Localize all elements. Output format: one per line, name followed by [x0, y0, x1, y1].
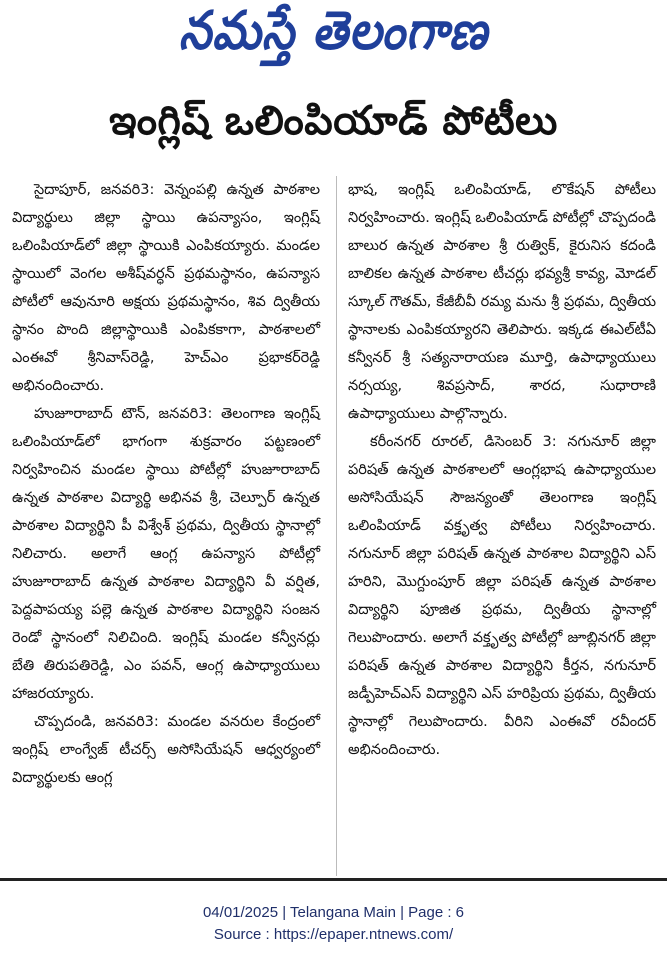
footer-rule — [0, 878, 667, 881]
article-body — [12, 176, 656, 876]
newspaper-masthead — [0, 0, 667, 78]
source-footer — [0, 902, 667, 946]
footer-date-edition: 04/01/2025 | Telangana Main | Page : 6 — [202, 904, 465, 921]
article-column-right — [348, 176, 656, 764]
article-headline: ఇంగ్లిష్ ఒలింపియాడ్ పోటీలు — [109, 98, 558, 144]
article-paragraph: సైదాపూర్, జనవరి3: వెన్నంపల్లి ఉన్నత పాఠశాల విద్యార్థులు జిల్లా స్థాయి ఉపన్యాసం, ఇంగ్లిష్ ఒలింపియాడ్‌లో జిల్లా స్థాయికి ఎంపికయ్యారు. మండల స్థాయిలో వెంగల అశీష్‌వర్ధన్ ప్రథమస్థానం, ఉపన్యాస పోటీలో ఆవునూరి అక్షయ ప్రథమస్థానం, శివ ద్వితీయ స్థానం పొంది జిల్లాస్థాయికి ఎంపికకాగా, పాఠశాలలో ఎంఈవో శ్రీనివాస్‌రెడ్డి, హెచ్‌ఎం ప్రభాకర్‌రెడ్డి అభినందించారు. — [12, 182, 320, 394]
article-paragraph: హుజూరాబాద్ టౌన్, జనవరి3: తెలంగాణ ఇంగ్లిష్ ఒలింపియాడ్‌లో భాగంగా శుక్రవారం పట్టణంలో నిర్వహించిన మండల స్థాయి పోటీల్లో హుజూరాబాద్ ఉన్నత పాఠశాల విద్యార్థి అభినవ శ్రీ, చెల్పూర్ ఉన్నత పాఠశాల విద్యార్థిని పీ విశ్వేశ్ ప్రథమ, ద్వితీయ స్థానాల్లో నిలిచారు. అలాగే ఆంగ్ల ఉపన్యాస పోటీల్లో హుజూరాబాద్ ఉన్నత పాఠశాల విద్యార్థిని వీ వర్షిత, పెద్దపాపయ్య పల్లె ఉన్నత పాఠశాల విద్యార్థిని సంజన రెండో స్థానంలో నిలిచింది. ఇంగ్లిష్ మండల కన్వీనర్లు బేతి తిరుపతిరెడ్డి, ఎం పవన్, ఆంగ్ల ఉపాధ్యాయులు హాజరయ్యారు. — [12, 406, 320, 702]
article-paragraph: చొప్పదండి, జనవరి3: మండల వనరుల కేంద్రంలో ఇంగ్లిష్ లాంగ్వేజ్ టీచర్స్ అసోసియేషన్ ఆధ్వర్యంలో విద్యార్థులకు ఆంగ్ల — [12, 714, 320, 786]
article-paragraph: భాష, ఇంగ్లిష్ ఒలింపియాడ్, లొకేషన్ పోటీలు నిర్వహించారు. ఇంగ్లిష్ ఒలింపియాడ్ పోటీల్లో చొప్పదండి బాలుర ఉన్నత పాఠశాల శ్రీ రుత్విక్, కైరునిస కదండి బాలికల ఉన్నత పాఠశాల టీచర్లు భవ్యశ్రీ కావ్య, మోడల్ స్కూల్ గౌతమ్, కేజీబీవీ రమ్య మను శ్రీ ప్రథమ, ద్వితీయ స్థానాలకు ఎంపికయ్యారని తెలిపారు. ఇక్కడ ఈఎల్‌టీఏ కన్వీనర్ శ్రీ సత్యనారాయణ మూర్తి, ఉపాధ్యాయులు నర్సయ్య, శివప్రసాద్, శారద, సుధారాణి ఉపాధ్యాయులు పాల్గొన్నారు. — [348, 182, 656, 422]
footer-source-link[interactable]: Source : https://epaper.ntnews.com/ — [213, 926, 454, 943]
masthead-title: నమస్తే తెలంగాణ — [178, 0, 489, 62]
article-column-left — [12, 176, 320, 792]
article-paragraph: కరీంనగర్ రూరల్, డిసెంబర్ 3: నగునూర్ జిల్లా పరిషత్ ఉన్నత పాఠశాలలో ఆంగ్లభాష ఉపాధ్యాయుల అసోసియేషన్ సౌజన్యంతో తెలంగాణ ఇంగ్లిష్ ఒలింపియాడ్ వక్తృత్వ పోటీలు నిర్వహించారు. నగునూర్ జిల్లా పరిషత్ ఉన్నత పాఠశాల విద్యార్థిని ఎస్ హరిని, మొగ్దుంపూర్ జిల్లా పరిషత్ ఉన్నత పాఠశాల విద్యార్థిని పూజిత ప్రథమ, ద్వితీయ స్థానాల్లో గెలుపొందారు. అలాగే వక్తృత్వ పోటీల్లో జూబ్లినగర్ జిల్లా పరిషత్ ఉన్నత పాఠశాల విద్యార్థిని కీర్తన, నగునూర్ జడ్పీహెచ్‌ఎస్ విద్యార్థిని ఎస్ హరిప్రియ ప్రథమ, ద్వితీయ స్థానాల్లో గెలుపొందారు. వీరిని ఎంఈవో రవీందర్ అభినందించారు. — [348, 434, 656, 758]
